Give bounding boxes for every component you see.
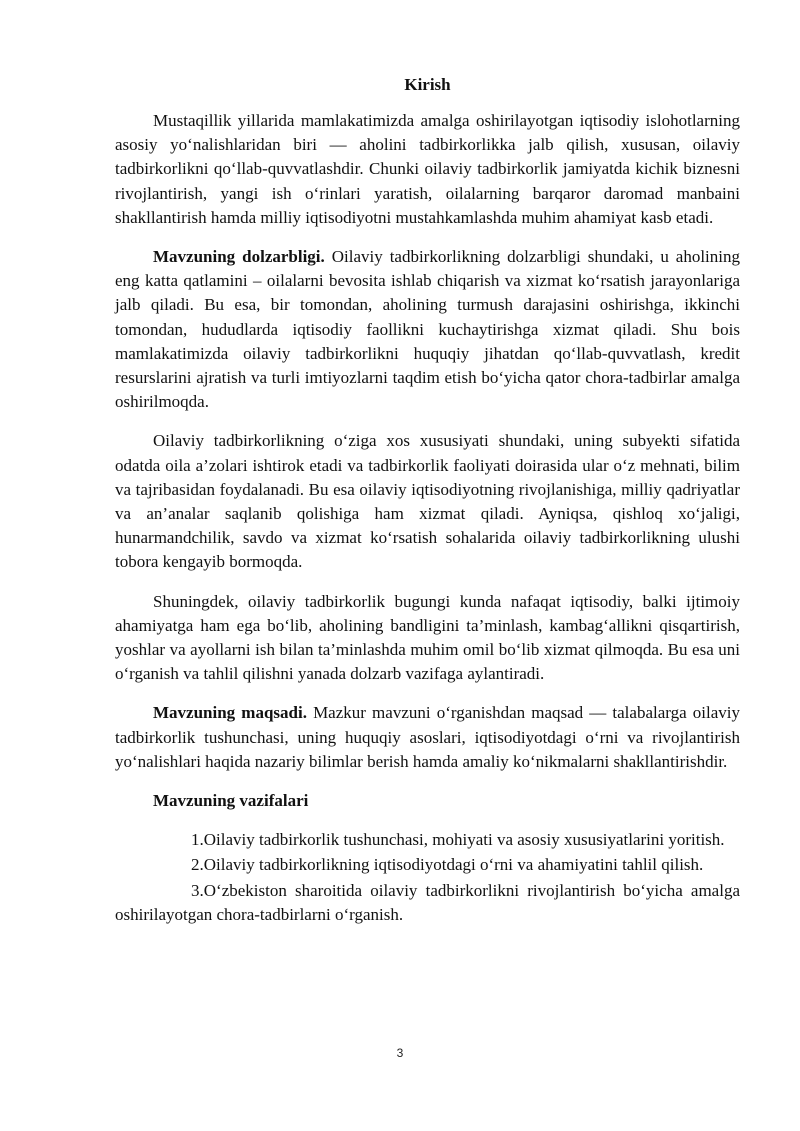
tasks-list: [115, 828, 740, 927]
relevance-paragraph: [115, 245, 740, 414]
document-page: [115, 72, 740, 928]
list-item-text: Oilaviy tadbirkorlikning iqtisodiyotdagi o‘rni va ahamiyatini tahlil qilish.: [203, 855, 704, 875]
goal-paragraph: [115, 701, 740, 774]
list-item-number: 1.: [191, 830, 204, 850]
paragraph-text: Oilaviy tadbirkorlikning o‘ziga xos xususiyati shundaki, uning subyekti sifatida odatda oila a’zolari ishtirok etadi va tadbirkorlik faoliyati doirasida ular o‘z mehnati, bilim va tajribasidan foydalanadi. Bu esa oilaviy iqtisodiyotning rivojlanishiga, milliy qadriyatlar va an’analar saqlanib qolishiga ham xizmat qiladi. Ayniqsa, qishloq xo‘jaligi, hunarmandchilik, savdo va xizmat ko‘rsatish sohalarida oilaviy tadbirkorlikning ulushi tobora kengayib bormoqda.: [115, 431, 740, 572]
list-item-text: Oilaviy tadbirkorlik tushunchasi, mohiyati va asosiy xususiyatlarini yoritish.: [203, 830, 725, 850]
page-number: 3: [396, 1046, 404, 1060]
intro-paragraph: [115, 109, 740, 230]
page-title: Kirish: [404, 75, 451, 94]
goal-lead: Mavzuning maqsadi.: [153, 703, 307, 723]
list-item-text: O‘zbekiston sharoitida oilaviy tadbirkorlikni rivojlantirish bo‘yicha amalga oshirilayotgan chora-tadbirlarni o‘rganish.: [115, 880, 740, 924]
list-item: [115, 853, 740, 877]
list-item: [115, 828, 740, 852]
list-item-number: 3.: [191, 880, 204, 900]
paragraph-text: Oilaviy tadbirkorlikning dolzarbligi shundaki, u aholining eng katta qatlamini – oilalarni bevosita ishlab chiqarish va xizmat ko‘rsatish jarayonlariga jalb qiladi. Bu esa, bir tomondan, aholining turmush darajasini oshirishga, ikkinchi tomondan, hududlarda iqtisodiy faollikni kuchaytirishga xizmat qiladi. Shu bois mamlakatimizda oilaviy tadbirkorlikni huquqiy jihatdan qo‘llab-quvvatlash, kredit resurslarini ajratish va turli imtiyozlarni taqdim etish bo‘yicha qator chora-tadbirlar amalga oshirilmoqda.: [115, 247, 740, 412]
paragraph-text: Mustaqillik yillarida mamlakatimizda amalga oshirilayotgan iqtisodiy islohotlarning asosiy yo‘nalishlaridan biri — aholini tadbirkorlikka jalb qilish, xususan, oilaviy tadbirkorlikni qo‘llab-quvvatlashdir. Chunki oilaviy tadbirkorlik jamiyatda kichik biznesni rivojlantirish, yangi ish o‘rinlari yaratish, oilalarning barqaror daromad manbaini shakllantirish hamda milliy iqtisodiyotni mustahkamlashda muhim ahamiyat kasb etadi.: [115, 111, 740, 227]
list-item: [115, 879, 740, 927]
social-paragraph: [115, 590, 740, 687]
paragraph-text: Mazkur mavzuni o‘rganishdan maqsad — talabalarga oilaviy tadbirkorlik tushunchasi, uning huquqiy asoslari, iqtisodiyotdagi o‘rni va rivojlantirish yo‘nalishlari haqida nazariy bilimlar berish hamda amaliy ko‘nikmalarni shakllantirishdir.: [115, 703, 740, 771]
relevance-lead: Mavzuning dolzarbligi.: [153, 247, 325, 267]
list-item-number: 2.: [191, 855, 204, 875]
tasks-heading: Mavzuning vazifalari: [153, 791, 309, 811]
paragraph-text: Shuningdek, oilaviy tadbirkorlik bugungi kunda nafaqat iqtisodiy, balki ijtimoiy ahamiyatga ham ega bo‘lib, aholining bandligini ta’minlash, kambag‘allikni qisqartirish, yoshlar va ayollarni ish bilan ta’minlashda muhim omil bo‘lib xizmat qilmoqda. Bu esa uni o‘rganish va tahlil qilishni yanada dolzarb vazifaga aylantiradi.: [115, 591, 740, 684]
features-paragraph: [115, 429, 740, 574]
